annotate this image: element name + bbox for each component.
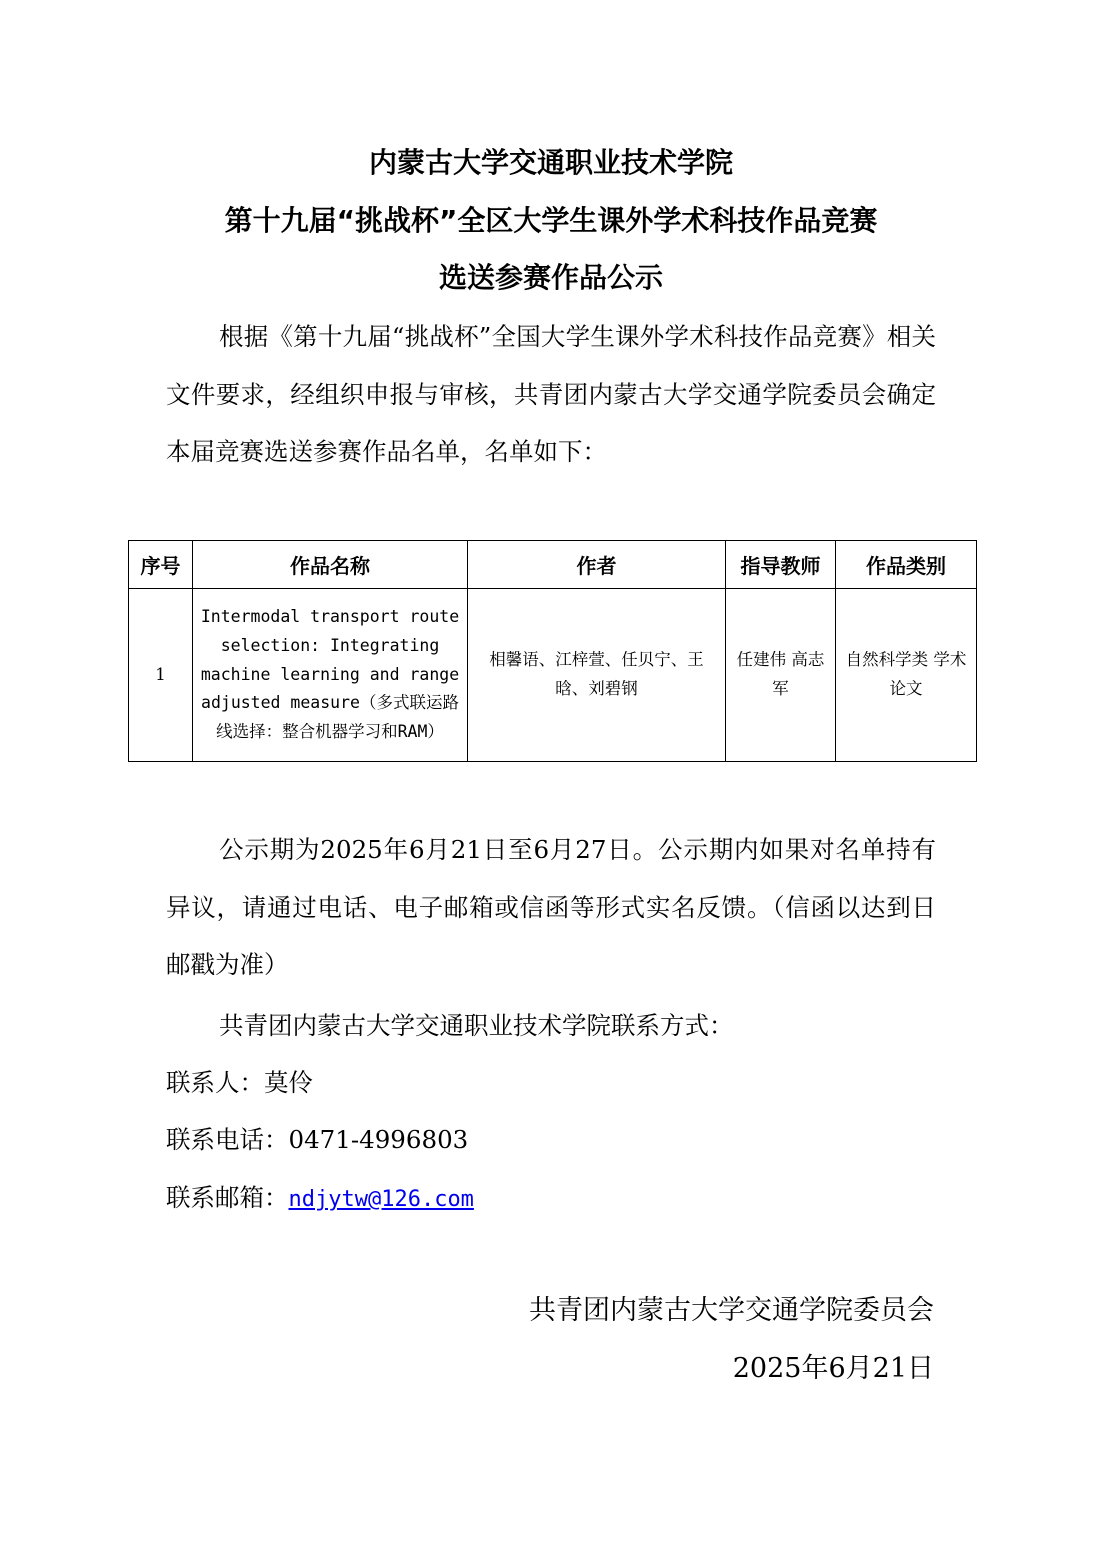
contact-phone-label: 联系电话： — [166, 1125, 289, 1154]
page-title-line-2: 第十九届“挑战杯”全区大学生课外学术科技作品竞赛 — [224, 204, 878, 237]
cell-category: 自然科学类 学术论文 — [836, 589, 977, 762]
contact-phone-line — [166, 1123, 468, 1157]
contact-person-value: 莫伶 — [264, 1068, 313, 1097]
cell-advisors: 任建伟 高志军 — [726, 589, 836, 762]
header-authors: 作者 — [468, 541, 726, 589]
cell-authors: 相馨语、江梓萱、任贝宁、王晗、刘碧钢 — [468, 589, 726, 762]
works-table — [128, 540, 977, 762]
signature-date: 2025年6月21日 — [732, 1353, 934, 1384]
header-category: 作品类别 — [836, 541, 977, 589]
page-title-line-1: 内蒙古大学交通职业技术学院 — [368, 146, 733, 179]
header-index: 序号 — [129, 541, 193, 589]
contact-person-line — [166, 1066, 313, 1100]
header-advisors: 指导教师 — [726, 541, 836, 589]
table-row — [129, 589, 977, 762]
page-title-line-3: 选送参赛作品公示 — [438, 261, 663, 294]
contact-heading: 共青团内蒙古大学交通职业技术学院联系方式： — [219, 1011, 734, 1040]
signature-org: 共青团内蒙古大学交通学院委员会 — [529, 1295, 934, 1326]
table-header-row — [129, 541, 977, 589]
header-work-name: 作品名称 — [193, 541, 468, 589]
contact-email-link[interactable]: ndjytw@126.com — [288, 1187, 474, 1212]
contact-phone-value: 0471-4996803 — [288, 1125, 469, 1154]
contact-email-label: 联系邮箱： — [166, 1183, 289, 1212]
cell-index: 1 — [129, 589, 193, 762]
contact-person-label: 联系人： — [166, 1068, 264, 1097]
cell-work-name: Intermodal transport route selection: Integrating machine learning and range adjusted measure（多式联运路线选择：整合机器学习和RAM） — [193, 589, 468, 762]
intro-paragraph: 根据《第十九届“挑战杯”全国大学生课外学术科技作品竞赛》相关文件要求，经组织申报与审核，共青团内蒙古大学交通学院委员会确定本届竞赛选送参赛作品名单，名单如下： — [166, 322, 936, 466]
notice-paragraph: 公示期为2025年6月21日至6月27日。公示期内如果对名单持有异议，请通过电话、电子邮箱或信函等形式实名反馈。（信函以达到日邮戳为准） — [166, 835, 936, 979]
contact-email-line — [166, 1181, 474, 1217]
